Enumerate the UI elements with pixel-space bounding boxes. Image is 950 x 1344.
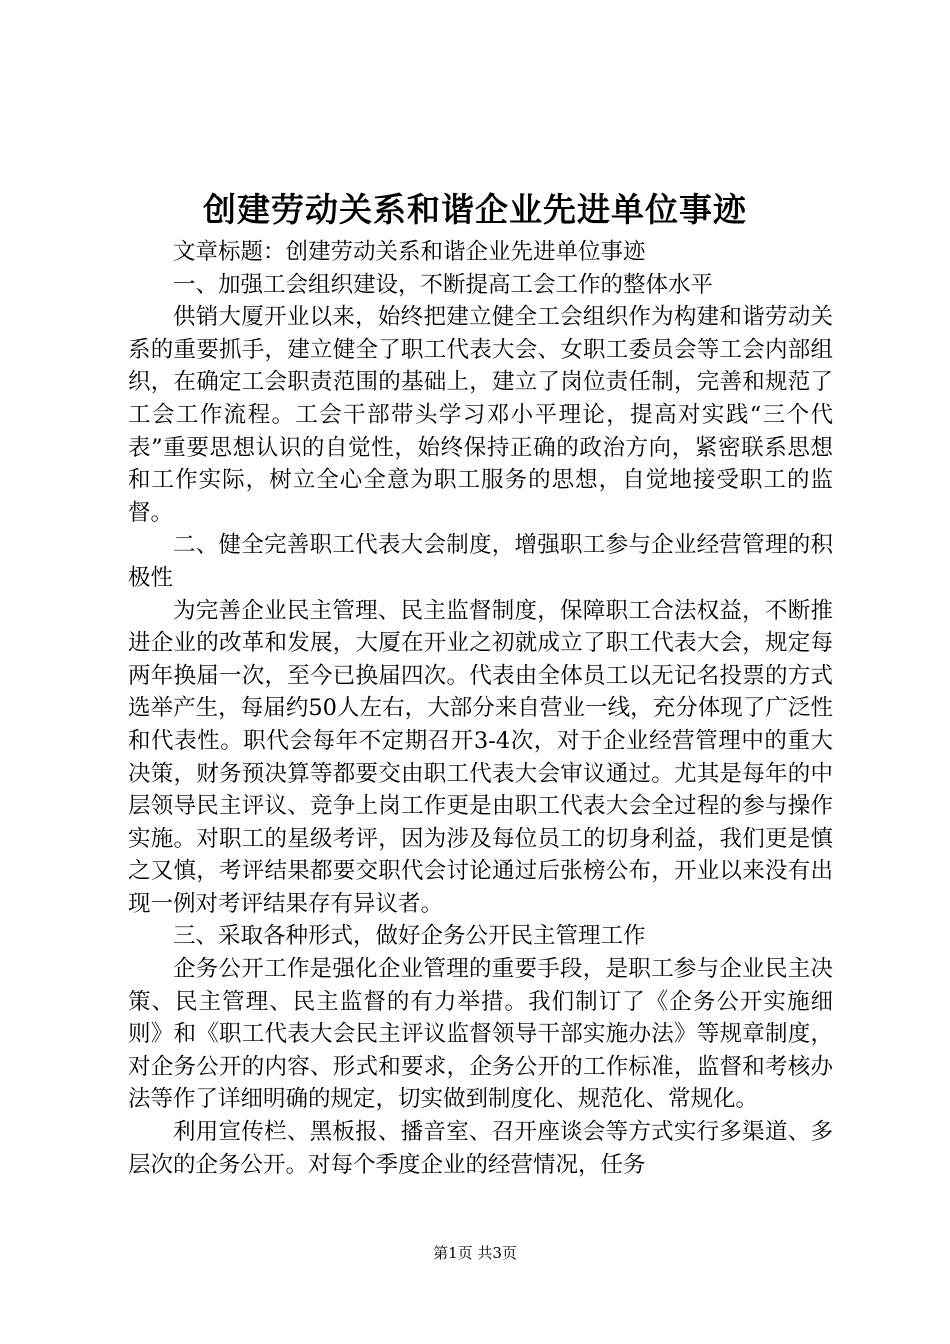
section-heading-2: 二、健全完善职工代表大会制度，增强职工参与企业经营管理的积极性 xyxy=(128,532,833,591)
paragraph: 利用宣传栏、黑板报、播音室、召开座谈会等方式实行多渠道、多层次的企务公开。对每个季度企业的经营情况，任务 xyxy=(128,1119,833,1178)
section-heading-1: 一、加强工会组织建设，不断提高工会工作的整体水平 xyxy=(173,271,714,298)
paragraph: 供销大厦开业以来，始终把建立健全工会组织作为构建和谐劳动关系的重要抓手，建立健全了职工代表大会、女职工委员会等工会内部组织，在确定工会职责范围的基础上，建立了岗位责任制，完善和规范了工会工作流程。工会干部带头学习邓小平理论，提高对实践“三个代表”重要思想认识的自觉性，始终保持正确的政治方向，紧密联系思想和工作实际，树立全心全意为职工服务的思想，自觉地接受职工的监督。 xyxy=(128,304,833,526)
document-title: 创建劳动关系和谐企业先进单位事迹 xyxy=(203,190,747,229)
section-heading-3: 三、采取各种形式，做好企务公开民主管理工作 xyxy=(173,923,646,950)
page-number-footer: 第1页 共3页 xyxy=(433,1244,517,1262)
paragraph: 企务公开工作是强化企业管理的重要手段，是职工参与企业民主决策、民主管理、民主监督的有力举措。我们制订了《企务公开实施细则》和《职工代表大会民主评议监督领导干部实施办法》等规章制度，对企务公开的内容、形式和要求，企务公开的工作标准，监督和考核办法等作了详细明确的规定，切实做到制度化、规范化、常规化。 xyxy=(128,956,833,1113)
paragraph: 为完善企业民主管理、民主监督制度，保障职工合法权益，不断推进企业的改革和发展，大厦在开业之初就成立了职工代表大会，规定每两年换届一次，至今已换届四次。代表由全体员工以无记名投票的方式选举产生，每届约50人左右，大部分来自营业一线，充分体现了广泛性和代表性。职代会每年不定期召开3-4次，对于企业经营管理中的重大决策，财务预决算等都要交由职工代表大会审议通过。尤其是每年的中层领导民主评议、竞争上岗工作更是由职工代表大会全过程的参与操作实施。对职工的星级考评，因为涉及每位员工的切身利益，我们更是慎之又慎，考评结果都要交职代会讨论通过后张榜公布，开业以来没有出现一例对考评结果存有异议者。 xyxy=(128,597,833,917)
article-title-line: 文章标题：创建劳动关系和谐企业先进单位事迹 xyxy=(173,239,646,265)
document-body xyxy=(128,236,833,1181)
